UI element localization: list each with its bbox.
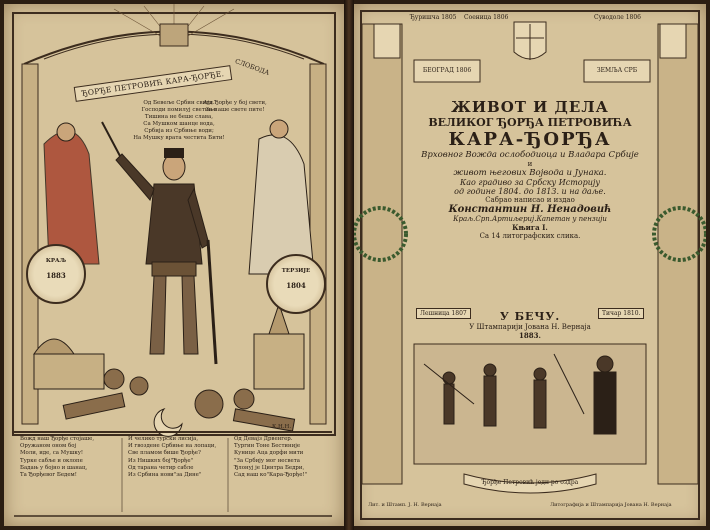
motto-right	[200, 100, 270, 114]
verse-line: Ђлонуј је Цинтра Бедри,	[234, 464, 305, 471]
verse-line: Турке сабље и оклопе	[20, 457, 83, 464]
motto-line: На Мушку врата честита Бити!	[133, 135, 225, 141]
verse-line: И гвоздене Србиње на лопаци,	[128, 443, 217, 450]
verse-line: Из Србина нови"за Дине"	[128, 472, 202, 479]
verse-line: Сад наш ко"Кара-Ђорђе!"	[234, 472, 308, 479]
motto-line: Ајд Ђорђе у бој свети,	[203, 100, 267, 106]
author-name: Константин Н. Ненадовић	[448, 204, 612, 215]
badge-right: Тичар 1810.	[598, 308, 644, 319]
title-block	[414, 98, 646, 240]
verse-column-1	[20, 436, 120, 518]
left-page-frontispiece	[4, 4, 344, 526]
imprint-printer: У Штампарији Јована Н. Вернаја	[469, 323, 591, 331]
motto-line: Од Бевеље Србин свити.	[143, 100, 215, 106]
engraver-signature: К.Н.Н.	[272, 424, 292, 430]
seal-right	[266, 254, 326, 314]
title-line-3: КАРА-ЂОРЂА	[448, 129, 612, 150]
verse-line: Од Девајз Дрвенгер.	[234, 436, 293, 442]
right-page-title	[354, 4, 706, 526]
motto-line: Господи помилуј светиње	[141, 107, 217, 113]
bottom-banner: Ђорђе Петровић једн ро оздра	[481, 479, 579, 486]
verse-line: Из Нишких бој"Ђорђе"	[128, 457, 194, 464]
footer-left: Лит. и Штамп. Ј. Н. Вернаја	[368, 502, 442, 508]
imprint-place: У БЕЧУ.	[499, 310, 561, 323]
top-right-year: Суводоле 1806	[594, 14, 641, 21]
badge-left: Лешница 1807	[416, 308, 471, 319]
verse-line: Кунице Аца дорфи мити	[234, 450, 304, 457]
name-ribbon: ЂОРЂЕ ПЕТРОВИЋ КАРА-ЂОРЂЕ.	[74, 65, 232, 102]
author-title: Краљ.Срп.Артиљериј.Капетан у пензији	[453, 215, 607, 223]
karadjordje-figure	[102, 122, 216, 364]
imprint-year: 1883.	[519, 331, 541, 340]
imprint-block	[414, 310, 646, 340]
verse-line: "За Србију мог несвета	[234, 457, 300, 464]
title-line-7: Као градиво за Србску Историју	[460, 178, 600, 187]
verse-line: Тa Ђорђевог Бедем!	[20, 472, 77, 479]
verse-line: Вожд наш Ђорђе стојаше,	[20, 436, 95, 442]
top-left-year: Соеница 1806	[464, 14, 509, 21]
motto-line: Са Мушком шанце вода,	[143, 121, 215, 127]
verse-column-2	[128, 436, 226, 518]
title-line-2: ВЕЛИКОГ ЂОРЂА ПЕТРОВИЋА	[428, 116, 632, 129]
verse-line: Тургин Тоне Бестиније	[234, 443, 301, 450]
verse-column-3	[234, 436, 334, 518]
book-gutter	[344, 0, 354, 530]
seal-left	[26, 244, 86, 304]
seal-year: 1804	[286, 280, 306, 290]
verse-line: Од тарана четир сабле	[128, 464, 194, 471]
plate-left: БЕОГРАД 1806	[422, 67, 472, 74]
book-number: Књига I.	[512, 223, 548, 232]
title-line-9: Сабрао написао и издао	[485, 196, 575, 204]
title-line-1: ЖИВОТ И ДЕЛА	[451, 98, 609, 116]
illustrations-note: Са 14 литографских слика.	[479, 232, 581, 240]
title-line-4: Врховног Вожда ослободиоца и Владара Србије	[421, 150, 639, 160]
seal-label: КРАЉ	[45, 258, 67, 265]
verse-line: И челико турски лисија,	[128, 436, 199, 442]
title-page-ornaments	[354, 4, 706, 526]
title-line-5: и	[527, 160, 533, 168]
title-line-6: живот његових Војвода и Јунака.	[453, 168, 607, 178]
verse-line: Све пламом бише Ђорђе?	[128, 450, 201, 457]
plate-right: ЗЕМЉА СРБ	[596, 67, 638, 74]
verse-line: Оружаном оном бој	[20, 443, 77, 450]
motto-line: Тишина не беше слава,	[144, 114, 214, 120]
motto-line: Србија из Србиње води;	[144, 128, 214, 134]
verse-line: Моли, иде, са Мушку!	[20, 450, 84, 457]
top-left-caption: Ђуришча 1805	[410, 14, 457, 21]
liberty-banner: СЛОБОДА	[233, 57, 271, 77]
footer-right: Литографија и Штампарија Јована Н. Вернаја	[550, 502, 672, 508]
seal-label: ТЕРЗИЈЕ	[281, 268, 311, 275]
seal-year: 1883	[46, 270, 66, 280]
verse-line: Бадањ у бојно и шанац,	[20, 464, 88, 471]
title-line-8: од године 1804. до 1813. и на даље.	[454, 187, 606, 196]
motto-line: За наше свете пите!	[205, 107, 265, 113]
